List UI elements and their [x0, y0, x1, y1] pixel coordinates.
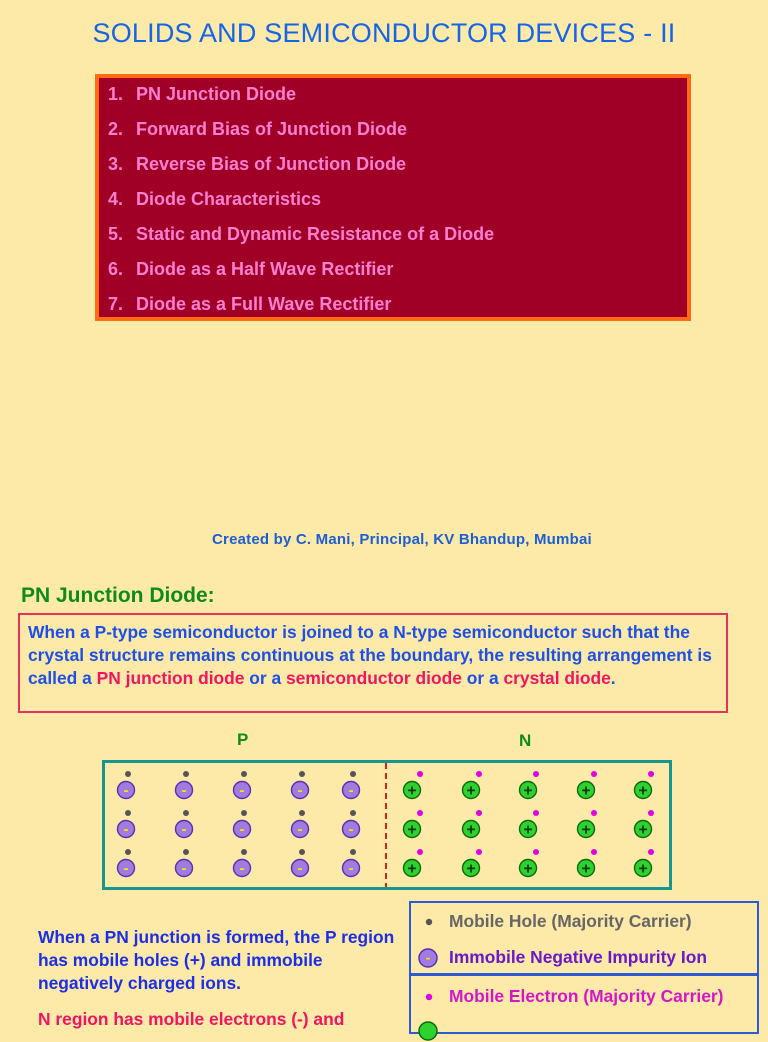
neg-symbol: - [239, 860, 245, 877]
positive-ion [404, 771, 424, 800]
n-region-label: N [519, 731, 532, 750]
pos-symbol: + [407, 782, 417, 800]
negative-ion [176, 771, 193, 799]
pos-symbol: + [466, 860, 476, 878]
page-title: SOLIDS AND SEMICONDUCTOR DEVICES - II [92, 18, 676, 48]
hole-dot [350, 849, 356, 855]
toc-item-number: 6. [108, 259, 124, 279]
pos-symbol: + [466, 821, 476, 839]
definition-text: or a [461, 668, 504, 688]
pos-symbol: + [581, 782, 591, 800]
electron-dot [591, 810, 597, 816]
hole-dot [241, 810, 247, 816]
toc-item-number: 1. [108, 84, 124, 104]
negative-ion [176, 849, 193, 877]
electron-dot [476, 771, 482, 777]
toc-item-label: PN Junction Diode [136, 84, 297, 104]
electron-dot [533, 810, 539, 816]
hole-dot [241, 771, 247, 777]
positive-ion-icon [417, 1020, 441, 1042]
credit-line: Created by C. Mani, Principal, KV Bhandup, Mumbai [212, 531, 592, 548]
neg-symbol: - [348, 860, 354, 877]
hole-dot [183, 810, 189, 816]
toc-item-label: Forward Bias of Junction Diode [136, 119, 408, 139]
electron-dot [533, 849, 539, 855]
positive-ion [520, 810, 540, 839]
neg-symbol: - [297, 821, 303, 838]
explanation-text-2: N region has mobile electrons (-) and [38, 1009, 345, 1029]
electron-dot [648, 810, 654, 816]
positive-ion [635, 849, 655, 878]
section-heading: PN Junction Diode: [21, 584, 215, 607]
hole-dot [125, 771, 131, 777]
legend-p-region: Mobile Hole (Majority Carrier) - Immobile Negative Impurity Ion [409, 901, 759, 975]
neg-symbol: - [123, 860, 129, 877]
toc-item [108, 84, 296, 105]
negative-ion [118, 771, 135, 799]
negative-ion [234, 849, 251, 877]
term-semiconductor-diode: semiconductor diode [286, 668, 462, 688]
toc-item-number: 2. [108, 119, 124, 139]
electron-dot [533, 771, 539, 777]
hole-dot [183, 849, 189, 855]
definition-text: When a P-type semiconductor is joined to a N-type semiconductor such that the crystal structure remains continuous at the boundary, the resulting arrangement is called a [28, 622, 712, 688]
neg-symbol: - [239, 821, 245, 838]
toc-item-label: Reverse Bias of Junction Diode [136, 154, 407, 174]
positive-ion [520, 771, 540, 800]
positive-ion [635, 771, 655, 800]
hole-dot [299, 810, 305, 816]
electron-dot [417, 771, 423, 777]
toc-item-label: Diode as a Half Wave Rectifier [136, 259, 394, 279]
pos-symbol: + [638, 821, 648, 839]
explanation-text: When a PN junction is formed, the P region has mobile holes (+) and immobile negatively charged ions. [38, 927, 395, 993]
positive-ion [404, 849, 424, 878]
pos-symbol: + [638, 782, 648, 800]
electron-dot-icon [417, 986, 441, 1008]
neg-symbol: - [181, 782, 187, 799]
toc-item-label: Diode Characteristics [136, 189, 322, 209]
positive-ion [635, 810, 655, 839]
hole-dot [299, 849, 305, 855]
positive-ion [578, 810, 598, 839]
pos-symbol: + [581, 821, 591, 839]
toc-item [108, 294, 391, 315]
legend-n-region: Mobile Electron (Majority Carrier) [409, 974, 759, 1034]
neg-symbol: - [239, 782, 245, 799]
toc-item-number: 5. [108, 224, 124, 244]
junction-diagram-svg [105, 763, 669, 887]
electron-dot [591, 849, 597, 855]
pos-symbol: + [407, 860, 417, 878]
electron-dot [417, 810, 423, 816]
hole-dot [299, 771, 305, 777]
neg-symbol: - [181, 860, 187, 877]
toc-item [108, 189, 321, 210]
negative-ion [343, 771, 360, 799]
pos-symbol: + [523, 821, 533, 839]
definition-box [18, 613, 728, 713]
pos-symbol: + [581, 860, 591, 878]
negative-ion [234, 810, 251, 838]
table-of-contents [95, 74, 691, 321]
toc-item [108, 119, 407, 140]
electron-dot [648, 771, 654, 777]
positive-ion [463, 849, 483, 878]
electron-dot [476, 810, 482, 816]
negative-ion [343, 810, 360, 838]
term-pn-junction-diode: PN junction diode [96, 668, 245, 688]
neg-symbol: - [348, 821, 354, 838]
negative-ion [118, 810, 135, 838]
toc-item-number: 7. [108, 294, 124, 314]
toc-item-number: 4. [108, 189, 124, 209]
negative-ion [176, 810, 193, 838]
hole-dot [350, 810, 356, 816]
negative-ion [118, 849, 135, 877]
neg-symbol: - [348, 782, 354, 799]
hole-dot [125, 849, 131, 855]
pos-symbol: + [466, 782, 476, 800]
electron-dot [648, 849, 654, 855]
neg-symbol: - [123, 821, 129, 838]
negative-ion [292, 849, 309, 877]
toc-item-number: 3. [108, 154, 124, 174]
electron-dot [476, 849, 482, 855]
electron-dot [591, 771, 597, 777]
toc-item [108, 224, 494, 245]
hole-dot [125, 810, 131, 816]
positive-ion [463, 771, 483, 800]
negative-ion [234, 771, 251, 799]
pos-symbol: + [638, 860, 648, 878]
positive-ion [520, 849, 540, 878]
pos-symbol: + [523, 860, 533, 878]
neg-symbol: - [123, 782, 129, 799]
positive-ion [463, 810, 483, 839]
toc-item [108, 154, 406, 175]
neg-symbol: - [425, 949, 431, 966]
toc-item-label: Static and Dynamic Resistance of a Diode [136, 224, 495, 244]
neg-symbol: - [181, 821, 187, 838]
term-crystal-diode: crystal diode [503, 668, 611, 688]
electron-dot [417, 849, 423, 855]
pn-junction-diagram [102, 760, 672, 890]
definition-text: . [610, 668, 616, 688]
hole-dot [241, 849, 247, 855]
negative-ion-icon [417, 947, 441, 969]
pos-symbol: + [407, 821, 417, 839]
p-region-label: P [237, 730, 249, 749]
negative-ion [343, 849, 360, 877]
definition-text: or a [244, 668, 287, 688]
toc-item-label: Diode as a Full Wave Rectifier [136, 294, 392, 314]
toc-item [108, 259, 393, 280]
positive-ion [578, 849, 598, 878]
negative-ion [292, 771, 309, 799]
hole-dot [350, 771, 356, 777]
positive-ion [404, 810, 424, 839]
positive-ion [578, 771, 598, 800]
neg-symbol: - [297, 860, 303, 877]
pos-symbol: + [523, 782, 533, 800]
hole-dot-icon [417, 911, 441, 933]
hole-dot [183, 771, 189, 777]
neg-symbol: - [297, 782, 303, 799]
negative-ion [292, 810, 309, 838]
